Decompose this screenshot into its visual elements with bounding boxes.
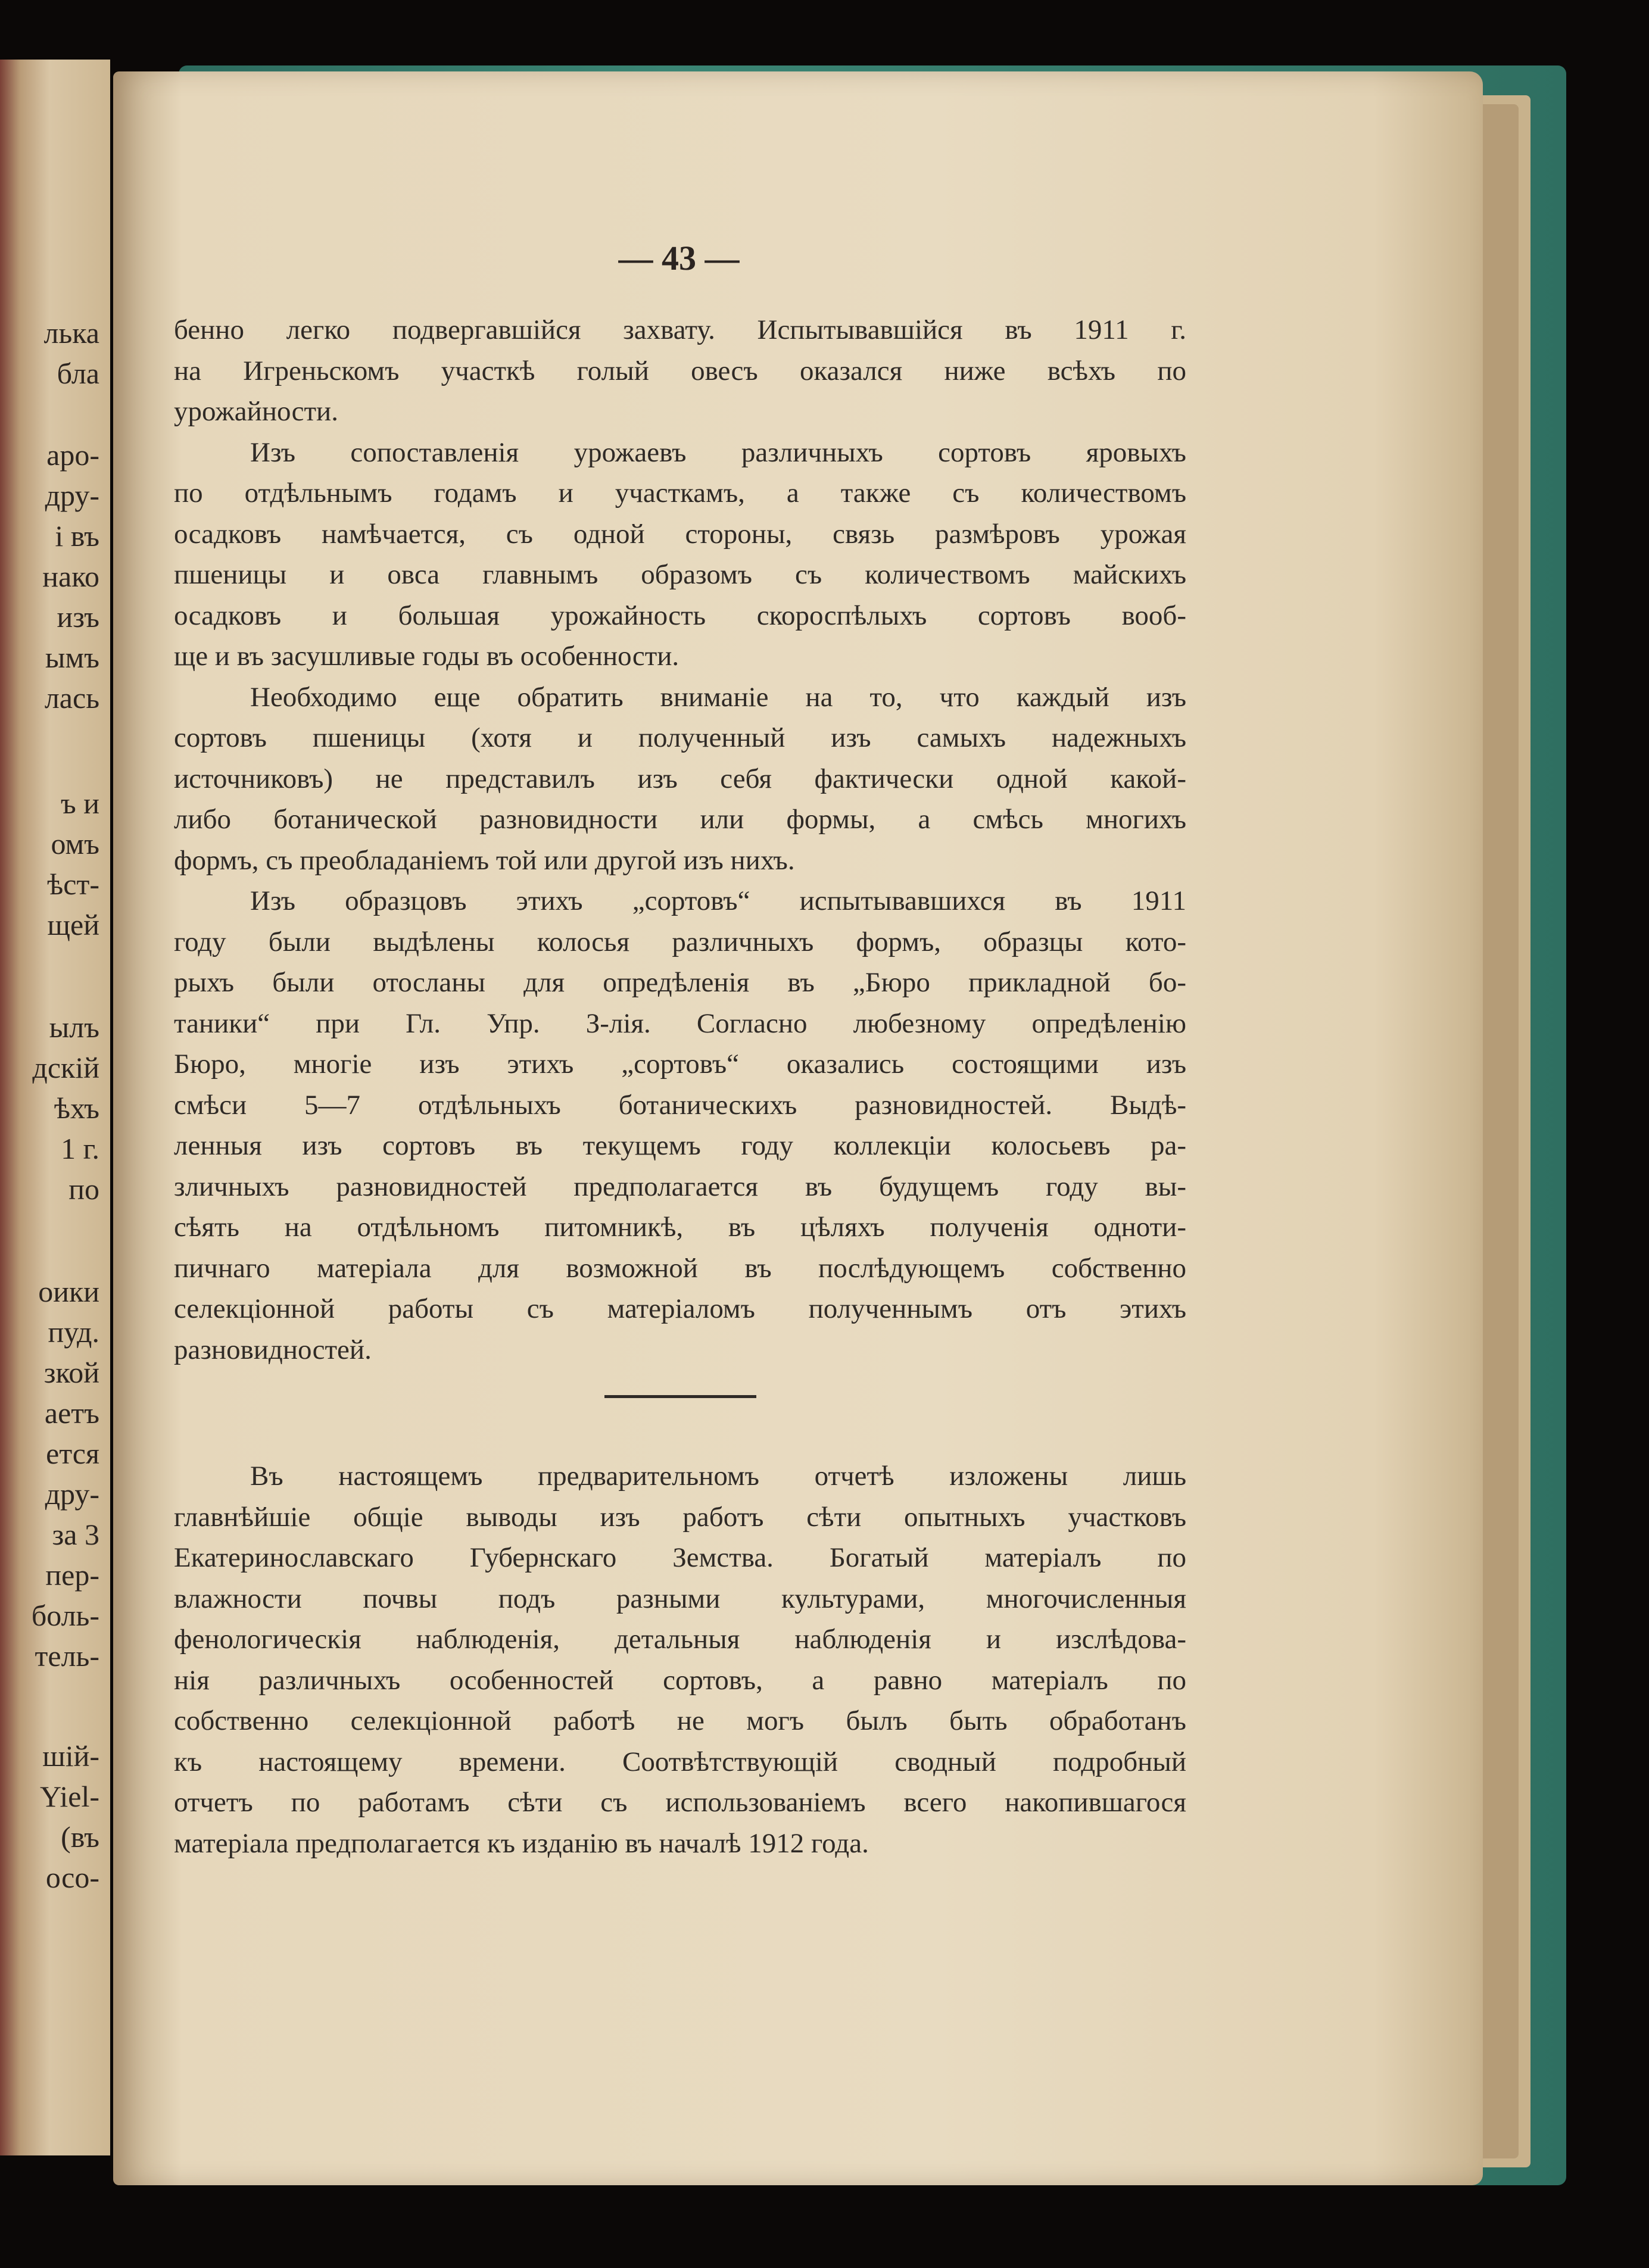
- left-fragment: лась: [44, 681, 99, 715]
- text-line: влажности почвы подъ разными культурами, многочисленныя: [174, 1583, 1186, 1614]
- text-line: Необходимо еще обратить вниманіе на то, что каждый изъ: [250, 681, 1186, 713]
- text-line: отчетъ по работамъ сѣти съ использованіемъ всего накопившагося: [174, 1787, 1186, 1818]
- left-fragment: ымъ: [45, 641, 99, 674]
- left-fragment: аро-: [46, 438, 99, 472]
- text-line: либо ботанической разновидности или формы, а смѣсь многихъ: [174, 804, 1186, 835]
- text-line: къ настоящему времени. Соотвѣтствующій сводный подробный: [174, 1746, 1186, 1777]
- text-line: Бюро, многіе изъ этихъ „сортовъ“ оказались состоящими изъ: [174, 1049, 1186, 1080]
- text-line: селекціонной работы съ матеріаломъ полученнымъ отъ этихъ: [174, 1293, 1186, 1324]
- left-fragment: зкой: [43, 1356, 99, 1389]
- left-fragment: за 3: [52, 1518, 99, 1551]
- text-block-conclusion: [174, 1456, 1186, 1864]
- section-divider: [604, 1395, 756, 1398]
- text-line: осадковъ и большая урожайность скороспѣлыхъ сортовъ вооб-: [174, 600, 1186, 631]
- left-fragment: ѣст-: [47, 868, 99, 901]
- text-line: собственно селекціонной работѣ не могъ былъ быть обработанъ: [174, 1705, 1186, 1736]
- text-line: пичнаго матеріала для возможной въ послѣдующемъ собственно: [174, 1252, 1186, 1284]
- text-line: урожайности.: [174, 396, 338, 427]
- text-line: бенно легко подвергавшійся захвату. Испытывавшійся въ 1911 г.: [174, 314, 1186, 345]
- left-fragment: лька: [43, 316, 99, 350]
- left-fragment: нако: [42, 560, 99, 593]
- text-line: главнѣйшіе общіе выводы изъ работъ сѣти опытныхъ участковъ: [174, 1501, 1186, 1533]
- left-fragment: шій-: [42, 1739, 99, 1773]
- text-line: смѣси 5—7 отдѣльныхъ ботаническихъ разновидностей. Выдѣ-: [174, 1089, 1186, 1121]
- left-fragment: пуд.: [48, 1315, 99, 1349]
- left-fragment: Yiel-: [40, 1780, 99, 1813]
- left-fragment: по: [68, 1172, 99, 1206]
- text-line: источниковъ) не представилъ изъ себя фактически одной какой-: [174, 763, 1186, 794]
- text-line: ще и въ засушливые годы въ особенности.: [174, 641, 679, 672]
- left-fragment: боль-: [31, 1599, 99, 1632]
- text-line: формъ, съ преобладаніемъ той или другой изъ нихъ.: [174, 844, 795, 876]
- left-fragment: дру-: [45, 1477, 99, 1511]
- left-fragment: дскій: [32, 1051, 99, 1084]
- text-line: году были выдѣлены колосья различныхъ формъ, образцы кото-: [174, 926, 1186, 957]
- text-line: Въ настоящемъ предварительномъ отчетѣ изложены лишь: [250, 1461, 1186, 1492]
- left-fragment: оики: [38, 1275, 99, 1308]
- text-line: Екатеринославскаго Губернскаго Земства. Богатый матеріалъ по: [174, 1542, 1186, 1573]
- left-fragment: осо-: [45, 1861, 99, 1894]
- text-line: нія различныхъ особенностей сортовъ, а равно матеріалъ по: [174, 1664, 1186, 1696]
- text-line: ленныя изъ сортовъ въ текущемъ году коллекціи колосьевъ ра-: [174, 1130, 1186, 1161]
- text-line: осадковъ намѣчается, съ одной стороны, связь размѣровъ урожая: [174, 518, 1186, 550]
- text-line: сортовъ пшеницы (хотя и полученный изъ самыхъ надежныхъ: [174, 722, 1186, 753]
- left-fragment: дру-: [45, 479, 99, 512]
- text-line: зличныхъ разновидностей предполагается въ будущемъ году вы-: [174, 1171, 1186, 1202]
- left-fragment: 1 г.: [61, 1132, 99, 1165]
- text-line: пшеницы и овса главнымъ образомъ съ количествомъ майскихъ: [174, 559, 1186, 590]
- left-fragment: омъ: [51, 827, 99, 860]
- page-number: — 43 —: [618, 239, 740, 277]
- text-block-main: [174, 310, 1186, 1370]
- text-line: Изъ сопоставленія урожаевъ различныхъ сортовъ яровыхъ: [250, 436, 1186, 468]
- left-fragment: бла: [57, 357, 99, 390]
- facing-left-page: [0, 60, 110, 2155]
- left-fragment: аетъ: [44, 1396, 99, 1430]
- left-fragment: (въ: [61, 1820, 99, 1854]
- left-fragment: щей: [47, 908, 99, 941]
- text-line: на Игреньскомъ участкѣ голый овесъ оказался ниже всѣхъ по: [174, 355, 1186, 386]
- text-line: таники“ при Гл. Упр. З-лія. Согласно любезному опредѣленію: [174, 1007, 1186, 1039]
- left-fragment: тель-: [35, 1639, 99, 1673]
- text-line: сѣять на отдѣльномъ питомникѣ, въ цѣляхъ полученія одноти-: [174, 1212, 1186, 1243]
- left-fragment: ъ и: [60, 787, 99, 820]
- text-line: фенологическія наблюденія, детальныя наблюденія и изслѣдова-: [174, 1624, 1186, 1655]
- text-line: Изъ образцовъ этихъ „сортовъ“ испытывавшихся въ 1911: [250, 885, 1186, 916]
- left-fragment: ѣхъ: [54, 1091, 99, 1125]
- left-fragment: і въ: [55, 519, 99, 553]
- text-line: разновидностей.: [174, 1334, 372, 1365]
- left-fragment: ется: [46, 1437, 99, 1470]
- text-line: по отдѣльнымъ годамъ и участкамъ, а также съ количествомъ: [174, 478, 1186, 508]
- text-line: матеріала предполагается къ изданію въ началѣ 1912 года.: [174, 1827, 869, 1859]
- left-fragment: ылъ: [49, 1010, 99, 1044]
- left-fragment: пер-: [45, 1558, 99, 1592]
- left-fragment: изъ: [57, 600, 99, 634]
- text-line: рыхъ были отосланы для опредѣленія въ „Бюро прикладной бо-: [174, 967, 1186, 998]
